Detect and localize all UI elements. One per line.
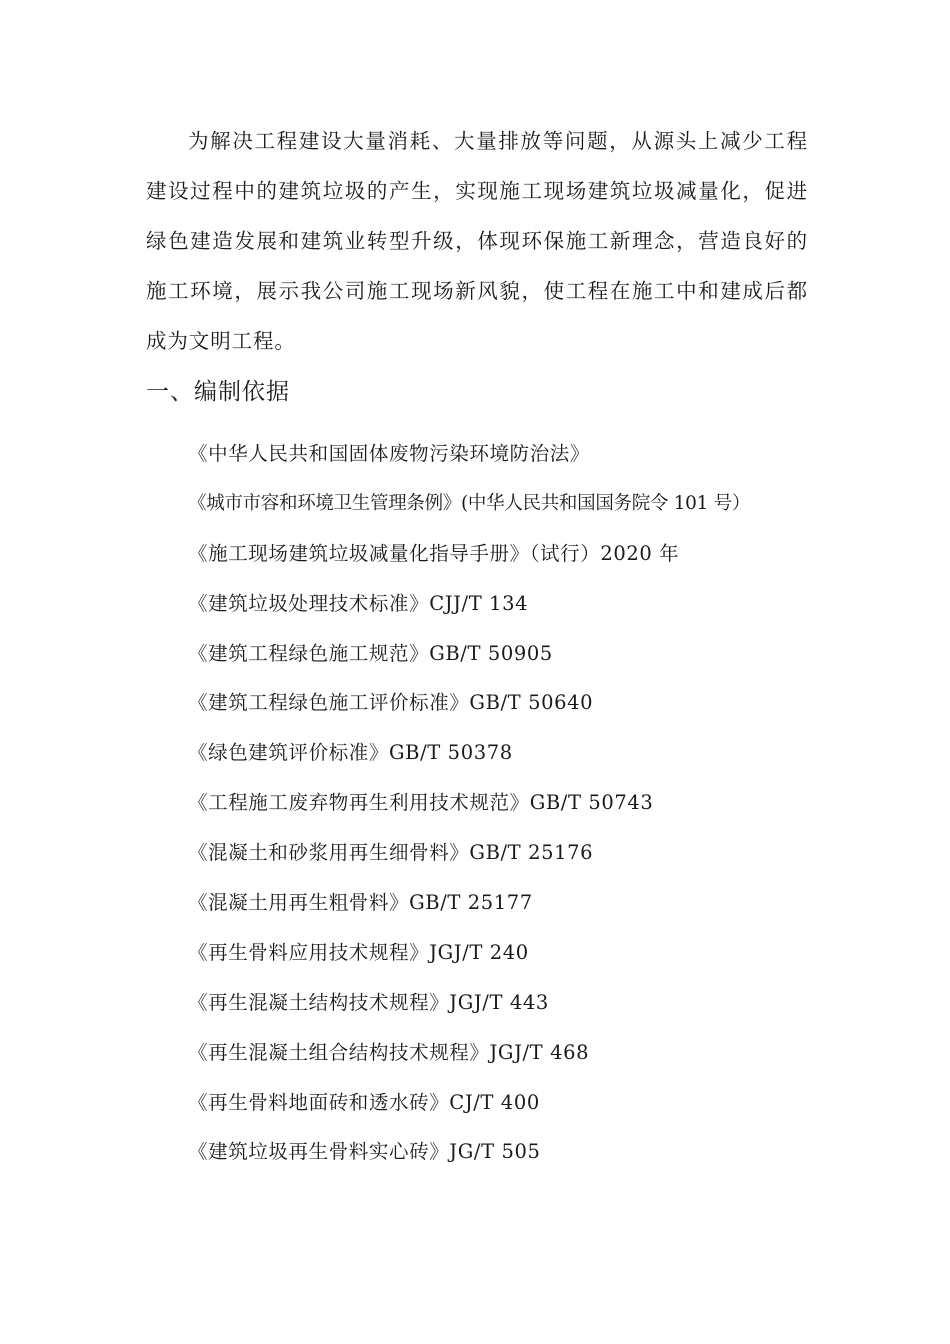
reference-item: 《混凝土用再生粗骨料》GB/T 25177 xyxy=(188,891,533,915)
reference-item: 《再生骨料地面砖和透水砖》CJ/T 400 xyxy=(188,1090,540,1114)
reference-item: 《施工现场建筑垃圾减量化指导手册》（试行）2020 年 xyxy=(188,541,680,565)
reference-item: 《混凝土和砂浆用再生细骨料》GB/T 25176 xyxy=(188,841,594,865)
reference-item: 《建筑工程绿色施工规范》GB/T 50905 xyxy=(188,641,553,665)
reference-item: 《绿色建筑评价标准》GB/T 50378 xyxy=(188,741,513,765)
reference-list xyxy=(188,434,828,1182)
reference-item: 《城市市容和环境卫生管理条例》(中华人民共和国国务院令 101 号） xyxy=(188,492,751,514)
reference-item: 《再生混凝土结构技术规程》JGJ/T 443 xyxy=(188,990,549,1014)
reference-item: 《中华人民共和国固体废物污染环境防治法》 xyxy=(188,442,591,465)
intro-paragraph: 为解决工程建设大量消耗、大量排放等问题，从源头上减少工程建设过程中的建筑垃圾的产生，实现施工现场建筑垃圾减量化，促进绿色建造发展和建筑业转型升级，体现环保施工新理念，营造良好的施工环境，展示我公司施工现场新风貌，使工程在施工中和建成后都成为文明工程。 xyxy=(146,129,808,353)
reference-item: 《再生骨料应用技术规程》JGJ/T 240 xyxy=(188,940,529,964)
reference-item: 《工程施工废弃物再生利用技术规范》GB/T 50743 xyxy=(188,791,654,815)
reference-item: 《再生混凝土组合结构技术规程》JGJ/T 468 xyxy=(188,1040,590,1064)
reference-item: 《建筑垃圾再生骨料实心砖》JG/T 505 xyxy=(188,1140,541,1164)
reference-item: 《建筑垃圾处理技术标准》CJJ/T 134 xyxy=(188,591,529,615)
section-heading: 一、编制依据 xyxy=(146,379,290,405)
reference-item: 《建筑工程绿色施工评价标准》GB/T 50640 xyxy=(188,691,594,715)
